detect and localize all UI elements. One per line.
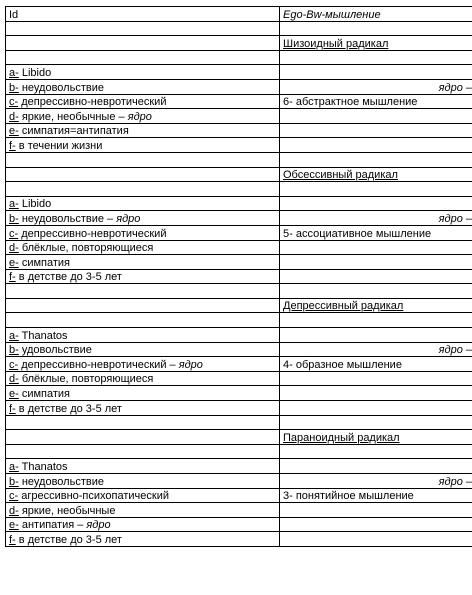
empty-cell <box>6 152 280 167</box>
item-text: блёклые, повторяющиеся <box>18 242 154 255</box>
item-text: депрессивно-невротический <box>18 227 167 240</box>
thinking-cell <box>280 269 472 284</box>
item-cell <box>6 269 280 284</box>
empty-cell <box>6 36 280 51</box>
thinking-cell <box>280 196 472 211</box>
radical-table <box>5 6 472 547</box>
item-letter: c- <box>9 358 19 371</box>
item-core-label: ядро <box>178 358 203 371</box>
item-text: депрессивно-невротический – <box>18 358 179 371</box>
thinking-cell <box>280 371 472 386</box>
item-row <box>6 240 472 255</box>
section-title <box>280 167 472 182</box>
thinking-cell <box>280 503 472 518</box>
thinking-cell <box>280 459 472 474</box>
item-cell <box>6 371 280 386</box>
item-row <box>6 401 472 416</box>
item-letter: c- <box>9 227 19 240</box>
section-title-row <box>6 36 472 51</box>
item-row <box>6 503 472 518</box>
item-row <box>6 459 472 474</box>
item-cell <box>6 517 280 532</box>
item-cell <box>6 503 280 518</box>
item-cell <box>6 123 280 138</box>
thinking-cell <box>280 517 472 532</box>
empty-cell <box>280 284 472 299</box>
item-letter: f- <box>9 402 16 415</box>
thinking-cell <box>280 255 472 270</box>
item-text: в детстве до 3-5 лет <box>15 271 122 284</box>
empty-cell <box>6 415 280 430</box>
item-letter: d- <box>9 110 19 123</box>
item-row <box>6 517 472 532</box>
item-text: симпатия=антипатия <box>18 125 129 138</box>
thinking-cell <box>280 240 472 255</box>
item-row <box>6 269 472 284</box>
spacer-row <box>6 415 472 430</box>
spacer-row <box>6 313 472 328</box>
empty-cell <box>280 21 472 36</box>
item-text: неудовольствие <box>18 475 104 488</box>
item-letter: d- <box>9 373 19 386</box>
section-title <box>280 430 472 445</box>
item-text: неудовольствие <box>18 81 104 94</box>
item-text: симпатия <box>18 388 71 401</box>
item-cell <box>6 138 280 153</box>
item-text: симпатия <box>18 256 71 269</box>
item-letter: c- <box>9 96 19 109</box>
item-letter: f- <box>9 533 16 546</box>
section-title-text: Шизоидный радикал <box>283 37 389 50</box>
empty-cell <box>6 167 280 182</box>
thinking-type: 4- образное мышление <box>283 358 402 371</box>
thinking-cell <box>280 225 472 240</box>
empty-cell <box>6 298 280 313</box>
item-letter: c- <box>9 490 19 503</box>
thinking-cell <box>280 488 472 503</box>
item-letter: e- <box>9 388 19 401</box>
thinking-type: 6- абстрактное мышление <box>283 96 418 109</box>
item-text: неудовольствие – <box>18 212 117 225</box>
item-core-label: ядро <box>127 110 152 123</box>
empty-cell <box>280 444 472 459</box>
empty-cell <box>6 21 280 36</box>
item-cell <box>6 65 280 80</box>
item-text: Libido <box>18 198 52 211</box>
radical-table-body <box>6 7 472 547</box>
section-title-row <box>6 167 472 182</box>
item-text: депрессивно-невротический <box>18 96 167 109</box>
item-text: в течении жизни <box>15 139 103 152</box>
item-letter: b- <box>9 475 19 488</box>
item-text: антипатия – <box>18 519 87 532</box>
item-cell <box>6 459 280 474</box>
item-row <box>6 474 472 489</box>
item-row <box>6 94 472 109</box>
header-id-cell: Id <box>6 7 280 22</box>
spacer-row <box>6 152 472 167</box>
item-cell <box>6 328 280 343</box>
spacer-row <box>6 21 472 36</box>
thinking-type: 3- понятийное мышление <box>283 490 414 503</box>
item-cell <box>6 401 280 416</box>
item-letter: a- <box>9 66 19 79</box>
item-cell <box>6 255 280 270</box>
section-title-row <box>6 298 472 313</box>
item-row <box>6 488 472 503</box>
item-row <box>6 386 472 401</box>
item-text: удовольствие <box>18 344 92 357</box>
section-title-row <box>6 430 472 445</box>
item-letter: a- <box>9 198 19 211</box>
item-row <box>6 225 472 240</box>
item-text: Libido <box>18 66 52 79</box>
item-letter: d- <box>9 242 19 255</box>
item-row <box>6 123 472 138</box>
section-title-text: Депрессивный радикал <box>283 300 404 313</box>
item-cell <box>6 109 280 124</box>
thinking-cell <box>280 109 472 124</box>
item-cell <box>6 357 280 372</box>
thinking-cell <box>280 138 472 153</box>
item-text: в детстве до 3-5 лет <box>15 402 122 415</box>
empty-cell <box>6 313 280 328</box>
thinking-type: 5- ассоциативное мышление <box>283 227 432 240</box>
item-row <box>6 79 472 94</box>
item-letter: b- <box>9 81 19 94</box>
item-cell <box>6 240 280 255</box>
empty-cell <box>6 182 280 197</box>
item-letter: e- <box>9 125 19 138</box>
thinking-core-label: ядро – <box>438 344 472 357</box>
thinking-cell <box>280 123 472 138</box>
thinking-cell <box>280 211 472 226</box>
item-row <box>6 138 472 153</box>
empty-cell <box>280 50 472 65</box>
empty-cell <box>280 415 472 430</box>
thinking-cell <box>280 79 472 94</box>
thinking-cell <box>280 386 472 401</box>
item-text: агрессивно-психопатический <box>18 490 169 503</box>
section-title <box>280 298 472 313</box>
item-letter: f- <box>9 271 16 284</box>
thinking-cell <box>280 357 472 372</box>
empty-cell <box>6 430 280 445</box>
item-cell <box>6 474 280 489</box>
item-cell <box>6 342 280 357</box>
section-title <box>280 36 472 51</box>
item-text: яркие, необычные <box>18 504 116 517</box>
thinking-core-label: ядро – <box>438 81 472 94</box>
empty-cell <box>280 152 472 167</box>
empty-cell <box>280 182 472 197</box>
item-letter: b- <box>9 344 19 357</box>
item-row <box>6 109 472 124</box>
item-letter: e- <box>9 519 19 532</box>
thinking-cell <box>280 328 472 343</box>
item-row <box>6 532 472 547</box>
item-row <box>6 328 472 343</box>
header-row <box>6 7 472 22</box>
item-row <box>6 371 472 386</box>
thinking-cell <box>280 94 472 109</box>
item-cell <box>6 225 280 240</box>
item-core-label: ядро <box>86 519 111 532</box>
spacer-row <box>6 284 472 299</box>
item-cell <box>6 211 280 226</box>
thinking-cell <box>280 342 472 357</box>
thinking-cell <box>280 65 472 80</box>
item-text: Thanatos <box>18 329 68 342</box>
item-cell <box>6 94 280 109</box>
item-text: яркие, необычные – <box>18 110 128 123</box>
thinking-cell <box>280 532 472 547</box>
thinking-core-label: ядро – <box>438 475 472 488</box>
thinking-cell <box>280 401 472 416</box>
item-text: Thanatos <box>18 461 68 473</box>
item-cell <box>6 488 280 503</box>
item-letter: e- <box>9 256 19 269</box>
item-letter: d- <box>9 504 19 517</box>
section-title-text: Параноидный радикал <box>283 431 400 444</box>
item-cell <box>6 386 280 401</box>
item-cell <box>6 196 280 211</box>
spacer-row <box>6 444 472 459</box>
item-row <box>6 65 472 80</box>
item-letter: b- <box>9 212 19 225</box>
item-cell <box>6 532 280 547</box>
item-core-label: ядро <box>116 212 141 225</box>
empty-cell <box>6 284 280 299</box>
item-letter: f- <box>9 139 16 152</box>
thinking-core-label: ядро – <box>438 212 472 225</box>
item-row <box>6 357 472 372</box>
spacer-row <box>6 50 472 65</box>
item-text: в детстве до 3-5 лет <box>15 533 122 546</box>
header-ego-cell: Ego-Bw-мышление <box>280 7 472 22</box>
item-row <box>6 211 472 226</box>
item-row <box>6 255 472 270</box>
section-title-text: Обсессивный радикал <box>283 169 398 182</box>
empty-cell <box>6 50 280 65</box>
item-row <box>6 196 472 211</box>
spacer-row <box>6 182 472 197</box>
item-letter: a- <box>9 461 19 473</box>
thinking-cell <box>280 474 472 489</box>
item-cell <box>6 79 280 94</box>
item-row <box>6 342 472 357</box>
empty-cell <box>6 444 280 459</box>
empty-cell <box>280 313 472 328</box>
item-text: блёклые, повторяющиеся <box>18 373 154 386</box>
item-letter: a- <box>9 329 19 342</box>
